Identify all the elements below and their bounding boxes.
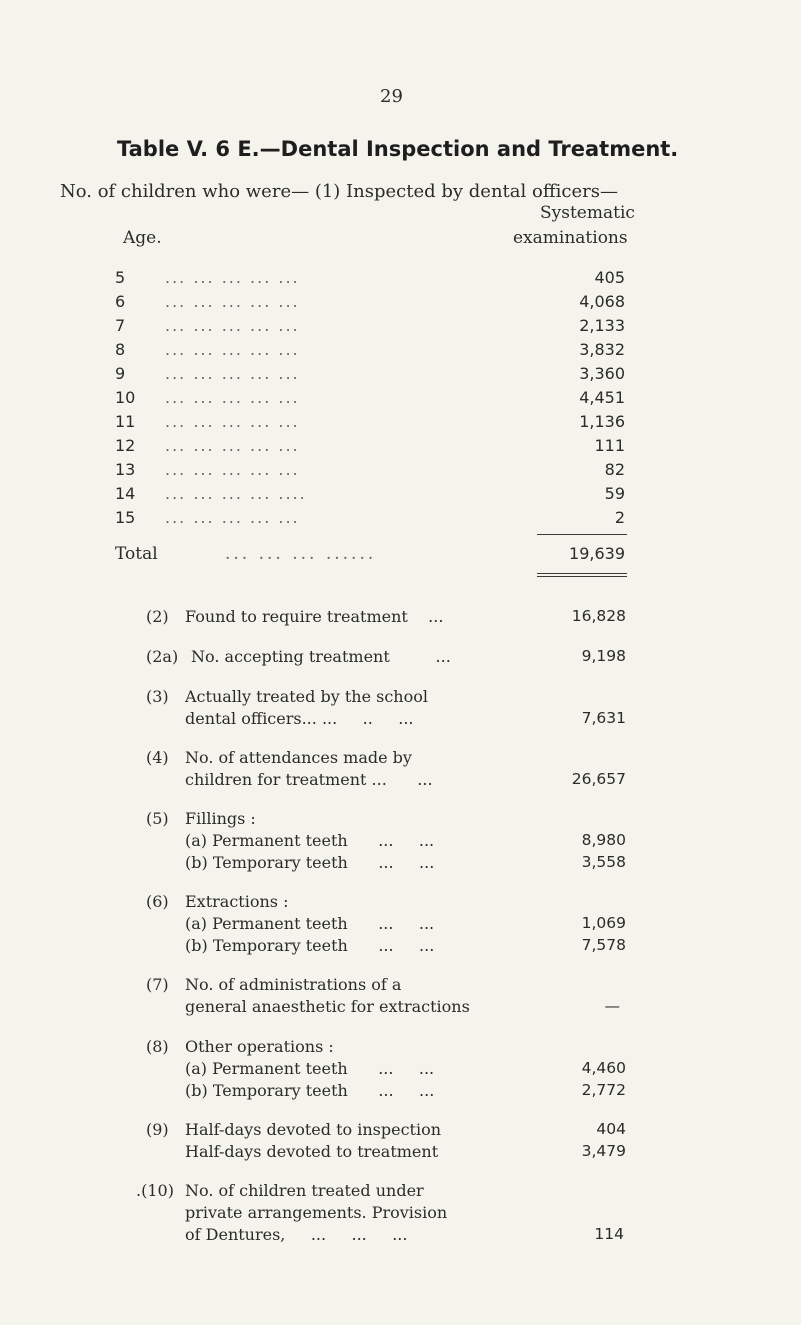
item-number: (2): [146, 607, 169, 626]
table-row: [115, 364, 625, 388]
table-row: [115, 436, 625, 460]
column-header-systematic: Systematic: [540, 203, 635, 223]
item-heading: Extractions :: [185, 892, 289, 911]
leader-dots: ... ... ... ... ...: [165, 436, 300, 455]
table-row: [115, 316, 625, 340]
item-sub-b: (b) Temporary teeth ... ...: [185, 936, 435, 955]
age-cell: 12: [115, 436, 136, 455]
item-value: —: [604, 997, 620, 1015]
age-cell: 8: [115, 340, 126, 359]
item-value-b: 2,772: [581, 1081, 626, 1099]
leader-dots: ... ... ... ... ...: [165, 316, 300, 335]
column-header-age: Age.: [123, 228, 162, 248]
item-sub-b: (b) Temporary teeth ... ...: [185, 1081, 435, 1100]
age-cell: 14: [115, 484, 136, 503]
table-row: [115, 340, 625, 364]
table-subtitle: No. of children who were— (1) Inspected by dental officers—: [60, 181, 618, 202]
item-value-a: 1,069: [581, 914, 626, 932]
page-number: 29: [380, 86, 403, 107]
item-label-line1: No. of administrations of a: [185, 975, 402, 994]
item-label-line2: private arrangements. Provision: [185, 1203, 448, 1222]
item-number: (4): [146, 748, 169, 767]
age-cell: 11: [115, 412, 136, 431]
age-cell: 13: [115, 460, 136, 479]
value-cell: 59: [604, 484, 625, 503]
age-cell: 9: [115, 364, 126, 383]
item-label-line2: general anaesthetic for extractions: [185, 997, 470, 1016]
table-row: [115, 460, 625, 484]
leader-dots: ... ... ... ... ...: [165, 340, 300, 359]
item-value: 7,631: [581, 709, 626, 727]
item-value-b: 7,578: [581, 936, 626, 954]
age-cell: 5: [115, 268, 126, 287]
item-value-1: 404: [596, 1120, 626, 1138]
item-number: (9): [146, 1120, 169, 1139]
value-cell: 4,451: [579, 388, 625, 407]
item-sub-a: (a) Permanent teeth ... ...: [185, 914, 435, 933]
value-cell: 111: [594, 436, 625, 455]
item-value-2: 3,479: [581, 1142, 626, 1160]
item-number: (7): [146, 975, 169, 994]
item-label: No. accepting treatment ...: [191, 647, 451, 666]
leader-dots: ... ... ... ... ...: [165, 460, 300, 479]
value-cell: 405: [594, 268, 625, 287]
table-row: [115, 292, 625, 316]
item-label-line3: of Dentures, ... ... ...: [185, 1225, 408, 1244]
item-label-line2: children for treatment ... ...: [185, 770, 433, 789]
item-heading: Fillings :: [185, 809, 256, 828]
leader-dots: ... ... ... ... ...: [165, 508, 300, 527]
item-number: .(10): [136, 1181, 174, 1200]
leader-dots: ... ... ... ... ...: [165, 268, 300, 287]
item-value-a: 8,980: [581, 831, 626, 849]
leader-dots: ... ... ... ... ...: [165, 292, 300, 311]
value-cell: 2: [614, 508, 625, 527]
leader-dots: ... ... ... ... ...: [165, 412, 300, 431]
item-number: (3): [146, 687, 169, 706]
item-label-line2: Half-days devoted to treatment: [185, 1142, 439, 1161]
total-rule-top: [537, 534, 627, 535]
leader-dots: ... ... ... ... ...: [165, 388, 300, 407]
item-sub-a: (a) Permanent teeth ... ...: [185, 831, 435, 850]
leader-dots: ... ... ... ... ....: [165, 484, 307, 503]
table-row: [115, 508, 625, 532]
value-cell: 4,068: [579, 292, 625, 311]
value-cell: 3,832: [579, 340, 625, 359]
total-rule-double-2: [537, 576, 627, 577]
item-value-a: 4,460: [581, 1059, 626, 1077]
table-row: [115, 412, 625, 436]
item-value: 9,198: [581, 647, 626, 665]
item-value: 114: [594, 1225, 624, 1243]
item-heading: Other operations :: [185, 1037, 334, 1056]
item-value: 26,657: [571, 770, 626, 788]
value-cell: 2,133: [579, 316, 625, 335]
value-cell: 3,360: [579, 364, 625, 383]
total-rule-double-1: [537, 573, 627, 574]
item-sub-b: (b) Temporary teeth ... ...: [185, 853, 435, 872]
item-label-line1: Half-days devoted to inspection: [185, 1120, 442, 1139]
item-label-line1: No. of children treated under: [185, 1181, 424, 1200]
item-number: (2a): [146, 647, 179, 666]
age-cell: 15: [115, 508, 136, 527]
item-sub-a: (a) Permanent teeth ... ...: [185, 1059, 435, 1078]
item-number: (6): [146, 892, 169, 911]
item-label-line1: No. of attendances made by: [185, 748, 412, 767]
leader-dots: ... ... ... ......: [225, 544, 377, 564]
total-label: Total: [115, 544, 158, 564]
item-label: Found to require treatment ...: [185, 607, 444, 626]
leader-dots: ... ... ... ... ...: [165, 364, 300, 383]
table-title: Table V. 6 E.—Dental Inspection and Treatment.: [117, 137, 679, 161]
total-value: 19,639: [569, 544, 625, 563]
item-number: (5): [146, 809, 169, 828]
column-header-examinations: examinations: [513, 228, 628, 248]
table-row: [115, 268, 625, 292]
table-row: [115, 484, 625, 508]
age-cell: 7: [115, 316, 126, 335]
age-cell: 6: [115, 292, 126, 311]
value-cell: 82: [604, 460, 625, 479]
item-value-b: 3,558: [581, 853, 626, 871]
item-label-line1: Actually treated by the school: [185, 687, 428, 706]
item-value: 16,828: [571, 607, 626, 625]
item-label-line2: dental officers... ... .. ...: [185, 709, 414, 728]
item-number: (8): [146, 1037, 169, 1056]
table-row: [115, 388, 625, 412]
value-cell: 1,136: [579, 412, 625, 431]
age-cell: 10: [115, 388, 136, 407]
